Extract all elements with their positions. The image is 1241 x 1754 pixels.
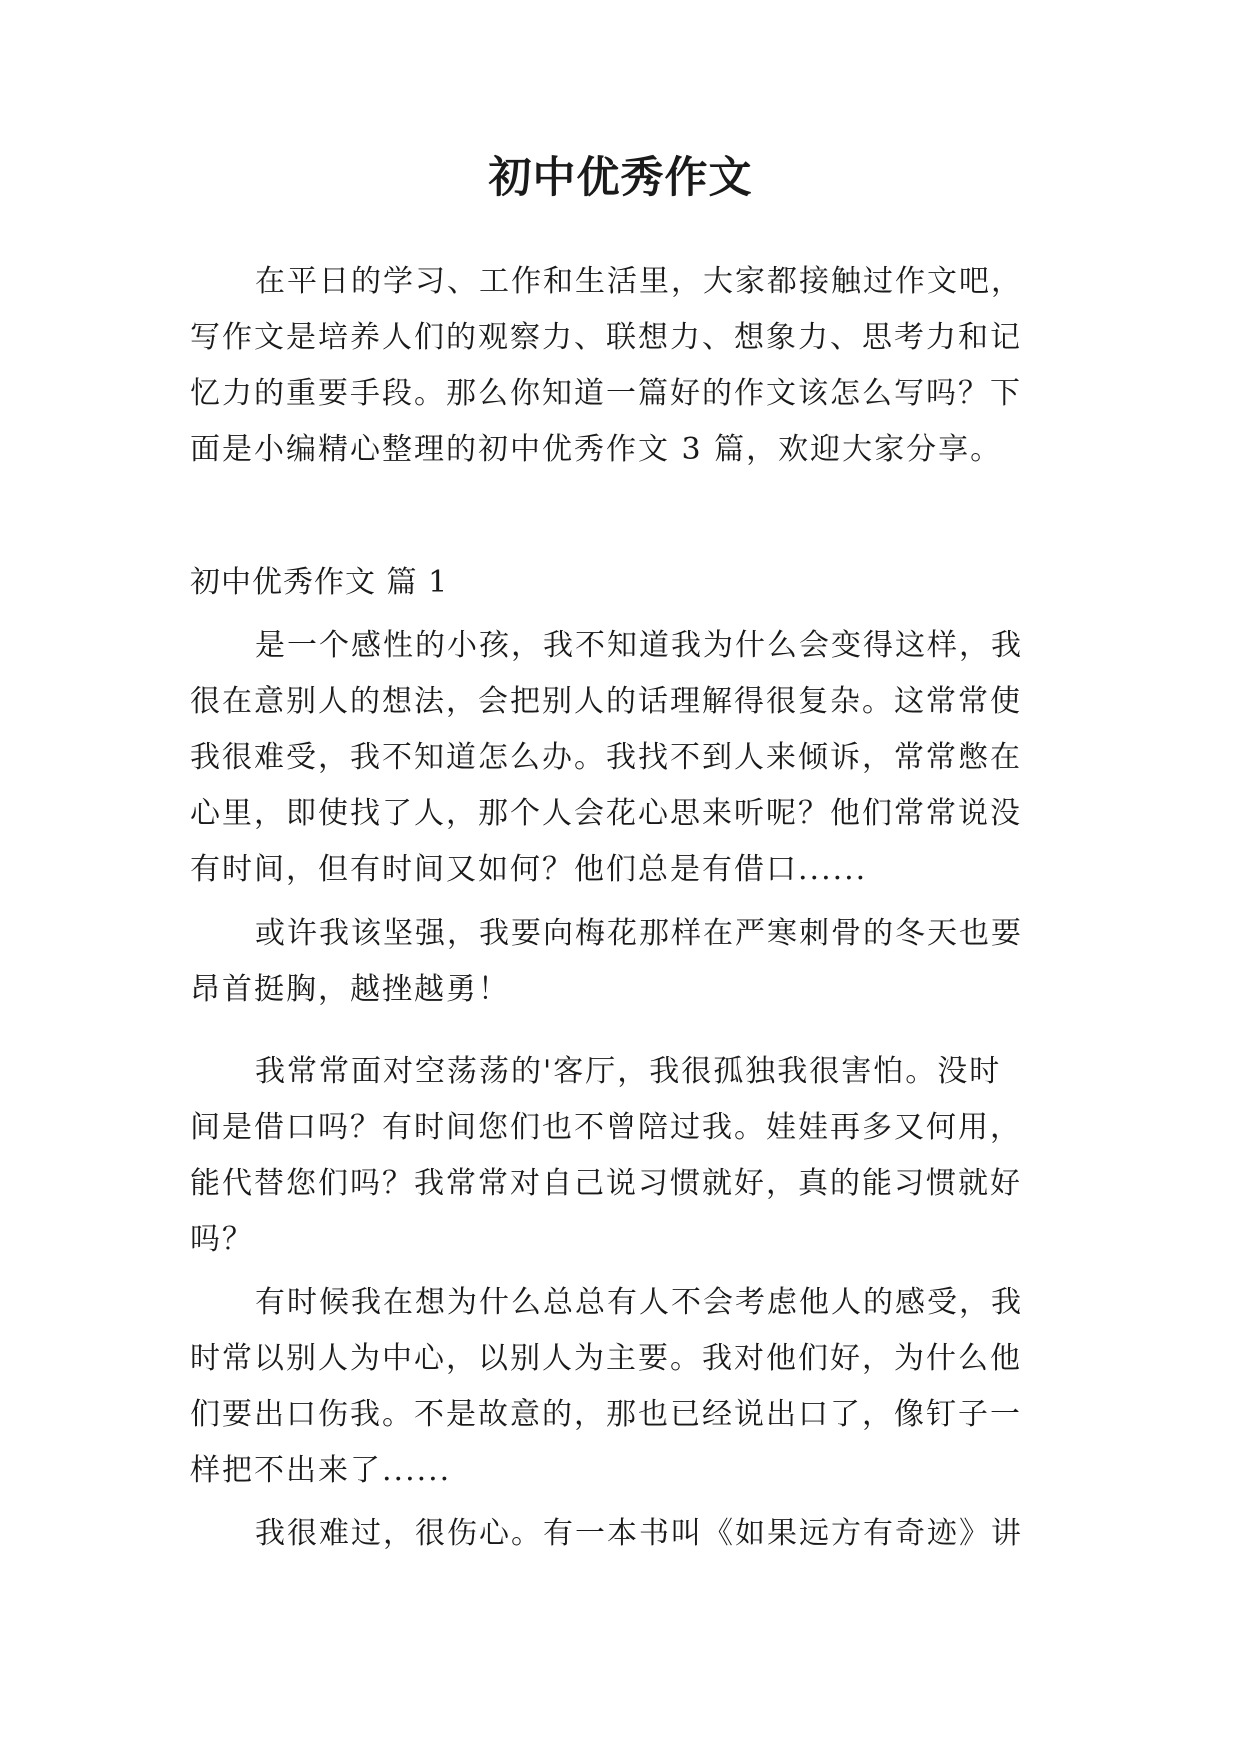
body-line: 很在意别人的想法，会把别人的话理解得很复杂。这常常使 bbox=[190, 684, 1022, 719]
intro-line: 忆力的重要手段。那么你知道一篇好的作文该怎么写吗？下 bbox=[190, 376, 1022, 411]
body-line: 时常以别人为中心，以别人为主要。我对他们好，为什么他 bbox=[190, 1341, 1022, 1376]
body-line: 能代替您们吗？我常常对自己说习惯就好，真的能习惯就好 bbox=[190, 1166, 1022, 1201]
body-line: 我很难受，我不知道怎么办。我找不到人来倾诉，常常憋在 bbox=[190, 740, 1022, 775]
body-line: 样把不出来了...... bbox=[190, 1453, 452, 1488]
intro-line: 在平日的学习、工作和生活里，大家都接触过作文吧， bbox=[255, 264, 1023, 299]
body-line: 或许我该坚强，我要向梅花那样在严寒刺骨的冬天也要 bbox=[255, 916, 1023, 951]
body-line: 我常常面对空荡荡的'客厅，我很孤独我很害怕。没时 bbox=[255, 1054, 1002, 1089]
document-title: 初中优秀作文 bbox=[488, 153, 753, 203]
body-line: 昂首挺胸，越挫越勇！ bbox=[190, 972, 510, 1007]
body-line: 有时候我在想为什么总总有人不会考虑他人的感受，我 bbox=[255, 1285, 1023, 1320]
body-line: 是一个感性的小孩，我不知道我为什么会变得这样，我 bbox=[255, 628, 1023, 663]
body-line: 们要出口伤我。不是故意的，那也已经说出口了，像钉子一 bbox=[190, 1397, 1022, 1432]
body-line: 吗？ bbox=[190, 1222, 254, 1257]
section-heading: 初中优秀作文 篇 1 bbox=[190, 565, 449, 600]
body-line: 我很难过，很伤心。有一本书叫《如果远方有奇迹》讲 bbox=[255, 1516, 1023, 1551]
body-line: 心里，即使找了人，那个人会花心思来听呢？他们常常说没 bbox=[190, 796, 1022, 831]
body-line: 有时间，但有时间又如何？他们总是有借口...... bbox=[190, 852, 868, 887]
intro-line: 面是小编精心整理的初中优秀作文 3 篇，欢迎大家分享。 bbox=[190, 432, 1003, 467]
intro-line: 写作文是培养人们的观察力、联想力、想象力、思考力和记 bbox=[190, 320, 1022, 355]
body-line: 间是借口吗？有时间您们也不曾陪过我。娃娃再多又何用， bbox=[190, 1110, 1022, 1145]
